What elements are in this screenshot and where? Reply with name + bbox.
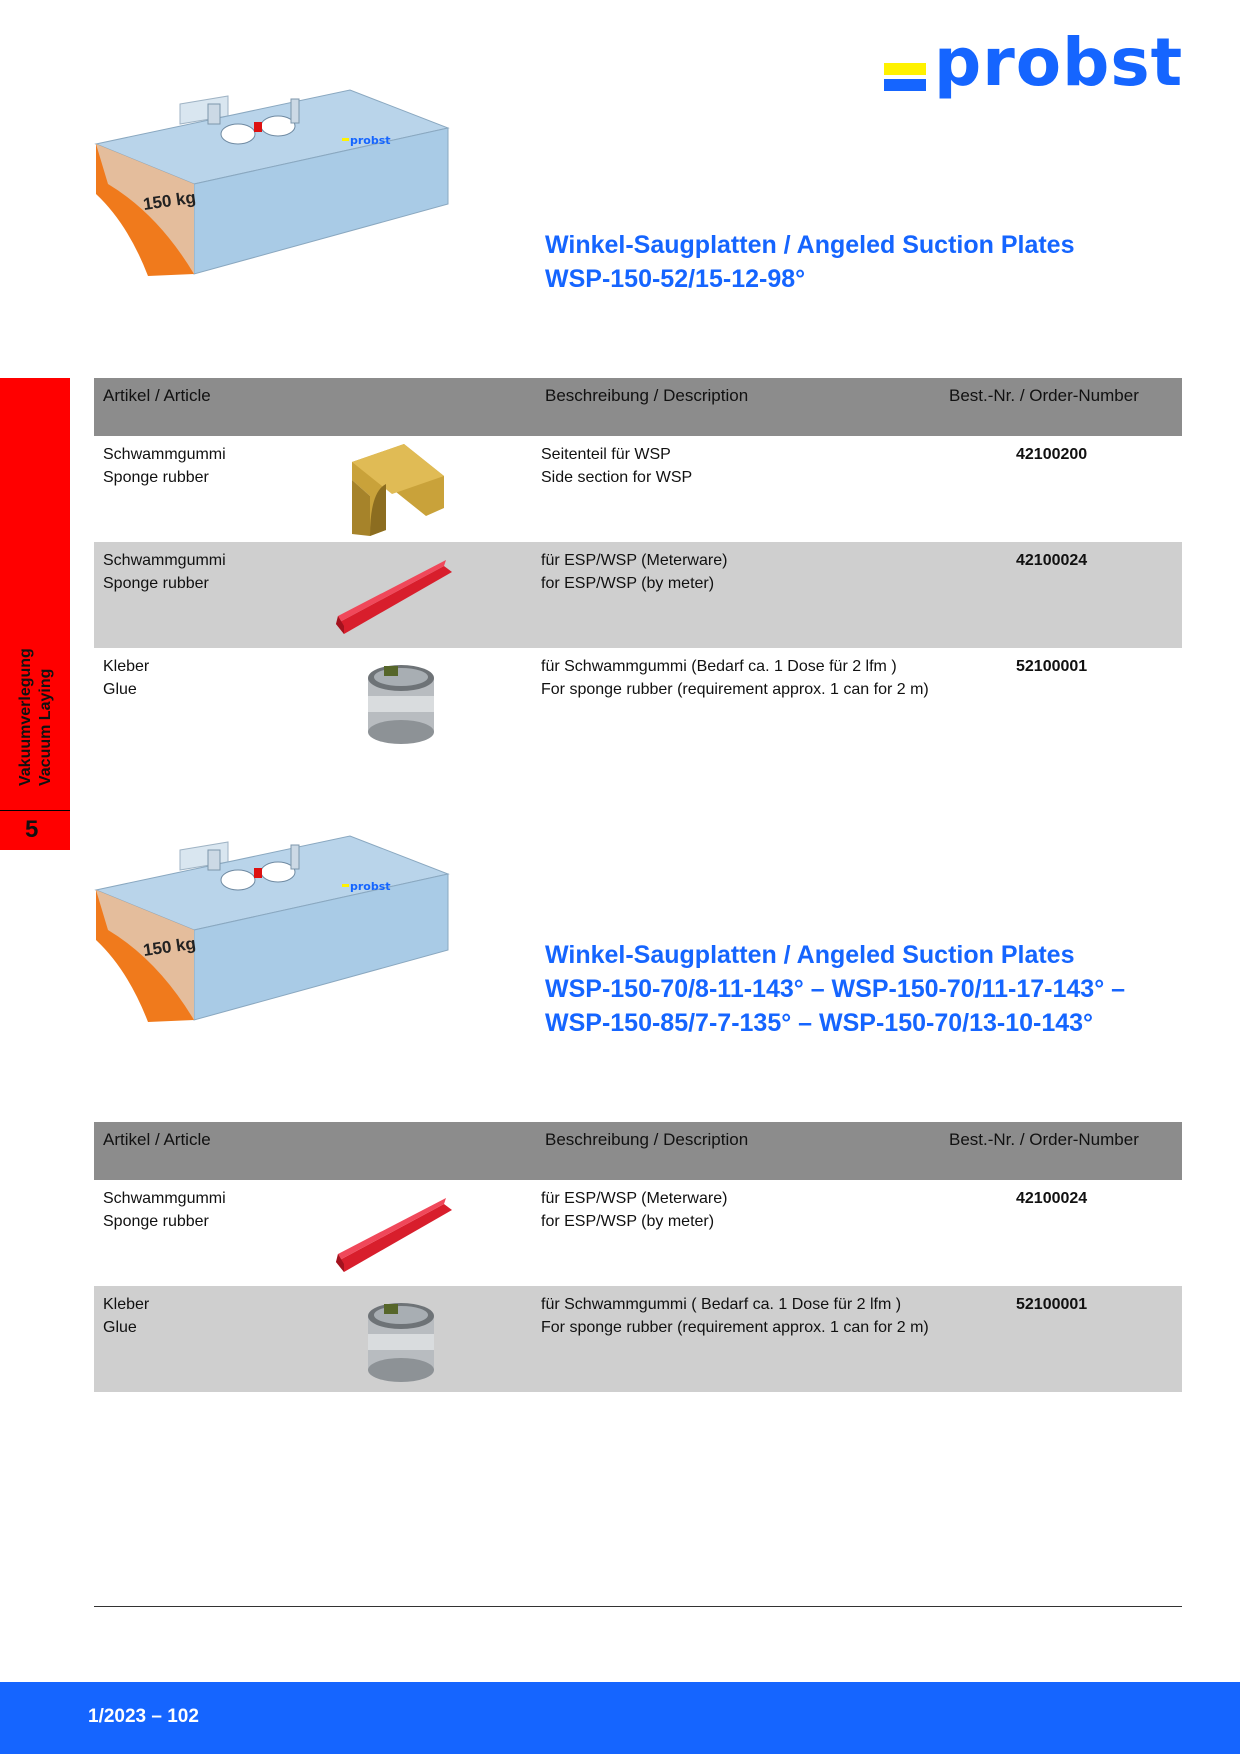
description-de: für Schwammgummi (Bedarf ca. 1 Dose für 2 lfm ) xyxy=(541,658,897,675)
order-number: 42100200 xyxy=(1016,446,1088,463)
footer-bar xyxy=(0,1682,1240,1754)
chapter-label-de: Vakuumverlegung xyxy=(17,648,34,786)
table-row xyxy=(94,1180,1182,1286)
description-de: für ESP/WSP (Meterware) xyxy=(541,1190,728,1207)
title-line: Winkel-Saugplatten / Angeled Suction Plates xyxy=(545,231,1075,259)
suction-plate-image xyxy=(88,830,458,1050)
description-en: for ESP/WSP (by meter) xyxy=(541,1213,715,1230)
article-cell xyxy=(103,655,149,701)
article-en: Glue xyxy=(103,1319,137,1336)
glue-can-icon xyxy=(334,1290,454,1386)
description-de: für ESP/WSP (Meterware) xyxy=(541,552,728,569)
description-en: For sponge rubber (requirement approx. 1 can for 2 m) xyxy=(541,681,929,698)
description-en: Side section for WSP xyxy=(541,469,693,486)
logo-yellow-bar xyxy=(884,63,926,75)
title-line: WSP-150-85/7-7-135° – WSP-150-70/13-10-143° xyxy=(545,1009,1094,1037)
chapter-side-label xyxy=(16,648,56,786)
description-de: Seitenteil für WSP xyxy=(541,446,671,463)
glue-can-icon xyxy=(334,652,454,748)
table-header xyxy=(94,1122,1182,1180)
description-de: für Schwammgummi ( Bedarf ca. 1 Dose für 2 lfm ) xyxy=(541,1296,902,1313)
article-table xyxy=(94,1122,1182,1392)
page-number: 1/2023 – 102 xyxy=(88,1706,199,1727)
order-number: 42100024 xyxy=(1016,1190,1088,1207)
article-en: Glue xyxy=(103,681,137,698)
article-table xyxy=(94,378,1182,754)
logo-blue-bar xyxy=(884,79,926,91)
plate-load-label: 150 kg xyxy=(141,933,197,960)
header-article: Artikel / Article xyxy=(103,386,211,405)
title-line: Winkel-Saugplatten / Angeled Suction Plates xyxy=(545,941,1075,969)
title-line: WSP-150-70/8-11-143° – WSP-150-70/11-17-143° – xyxy=(545,975,1126,1003)
description-cell xyxy=(541,1293,929,1339)
table-row xyxy=(94,1286,1182,1392)
header-description: Beschreibung / Description xyxy=(545,386,749,405)
article-cell xyxy=(103,549,226,595)
order-number: 52100001 xyxy=(1016,658,1088,675)
header-order-number: Best.-Nr. / Order-Number xyxy=(949,386,1139,405)
article-cell xyxy=(103,443,226,489)
rubber-strip-icon xyxy=(334,546,454,642)
logo-wordmark: probst xyxy=(934,24,1184,101)
description-cell xyxy=(541,549,727,595)
description-cell xyxy=(541,443,692,489)
chapter-label-en: Vacuum Laying xyxy=(37,668,54,786)
footer-rule xyxy=(94,1606,1182,1607)
table-row xyxy=(94,542,1182,648)
header-order-number: Best.-Nr. / Order-Number xyxy=(949,1130,1139,1149)
order-number: 52100001 xyxy=(1016,1296,1088,1313)
chapter-number: 5 xyxy=(25,816,39,843)
table-row xyxy=(94,436,1182,542)
order-number: 42100024 xyxy=(1016,552,1088,569)
table-row xyxy=(94,648,1182,754)
chapter-divider xyxy=(0,810,70,811)
description-en: for ESP/WSP (by meter) xyxy=(541,575,715,592)
article-cell xyxy=(103,1293,149,1339)
title-line: WSP-150-52/15-12-98° xyxy=(545,265,806,293)
article-en: Sponge rubber xyxy=(103,575,209,592)
table-header xyxy=(94,378,1182,436)
header-article: Artikel / Article xyxy=(103,1130,211,1149)
article-en: Sponge rubber xyxy=(103,1213,209,1230)
plate-load-label: 150 kg xyxy=(141,187,197,214)
header-description: Beschreibung / Description xyxy=(545,1130,749,1149)
article-de: Schwammgummi xyxy=(103,446,226,463)
section-title xyxy=(545,938,1125,1040)
brand-logo xyxy=(880,24,1190,116)
suction-plate-image xyxy=(88,84,458,304)
article-de: Kleber xyxy=(103,1296,150,1313)
description-en: For sponge rubber (requirement approx. 1 can for 2 m) xyxy=(541,1319,929,1336)
plate-brand-label: probst xyxy=(350,880,391,893)
article-de: Schwammgummi xyxy=(103,552,226,569)
plate-brand-label: probst xyxy=(350,134,391,147)
description-cell xyxy=(541,1187,727,1233)
rubber-strip-icon xyxy=(334,1184,454,1280)
article-de: Schwammgummi xyxy=(103,1190,226,1207)
article-de: Kleber xyxy=(103,658,150,675)
side-section-icon xyxy=(334,440,454,536)
description-cell xyxy=(541,655,929,701)
section-title xyxy=(545,228,1074,296)
article-en: Sponge rubber xyxy=(103,469,209,486)
article-cell xyxy=(103,1187,226,1233)
